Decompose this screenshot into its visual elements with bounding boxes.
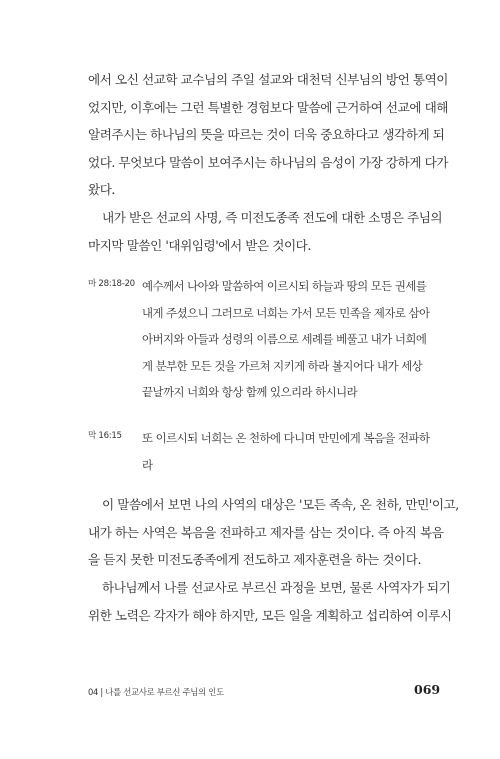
verse-line: 예수께서 나아와 말씀하여 이르시되 하늘과 땅의 모든 권세를 <box>142 279 427 293</box>
text-line: 위한 노력은 각자가 해야 하지만, 모든 일을 계획하고 섭리하여 이루시 <box>88 607 452 623</box>
verse-text <box>142 425 448 478</box>
verse-reference: 마 28:18-20 <box>88 279 135 289</box>
text-line: 내가 하는 사역은 복음을 전파하고 제자를 삼는 것이다. 즉 아직 복음 <box>88 524 444 540</box>
verse-line: 라 <box>142 457 153 472</box>
text-line: 었지만, 이후에는 그런 특별한 경험보다 말씀에 근거하여 선교에 대해 <box>88 99 449 115</box>
text-line: 었다. 무엇보다 말씀이 보여주시는 하나님의 음성이 가장 강하게 다가 <box>88 154 449 170</box>
text-line: 마지막 말씀인 '대위임령'에서 받은 것이다. <box>88 237 311 253</box>
running-footer-chapter: 04 | 나를 선교사로 부르신 주님의 인도 <box>88 687 224 697</box>
text-line: 알려주시는 하나님의 뜻을 따르는 것이 더욱 중요하다고 생각하게 되 <box>88 127 445 143</box>
text-line: 이 말씀에서 보면 나의 사역의 대상은 '모든 족속, 온 천하, 만민'이고, <box>102 497 459 512</box>
text-line: 에서 오신 선교학 교수님의 주일 설교와 대천덕 신부님의 방언 통역이 <box>88 72 449 87</box>
paragraph-calling <box>88 574 452 629</box>
page-number: 069 <box>414 682 441 697</box>
verse-line: 게 분부한 모든 것을 가르쳐 지키게 하라 볼지어다 내가 세상 <box>142 358 423 373</box>
text-line: 내가 받은 선교의 사명, 즉 미전도종족 전도에 대한 소명은 주님의 <box>102 210 443 225</box>
paragraph-mission <box>88 204 443 259</box>
verse-line: 끝날까지 너희와 항상 함께 있으리라 하시니라 <box>142 385 358 399</box>
text-line: 하나님께서 나를 선교사로 부르신 과정을 보면, 물론 사역자가 되기 <box>102 580 451 595</box>
paragraph-object <box>88 491 459 574</box>
text-line: 왔다. <box>88 182 115 198</box>
text-line: 을 듣지 못한 미전도종족에게 전도하고 제자훈련을 하는 것이다. <box>88 552 422 568</box>
paragraph-top <box>88 66 449 204</box>
verse-line: 아버지와 아들과 성령의 이름으로 세례를 베풀고 내가 너희에 <box>142 332 427 346</box>
verse-line: 또 이르시되 너희는 온 천하에 다니며 만민에게 복음을 전파하 <box>142 431 430 445</box>
verse-line: 내게 주셨으니 그러므로 너희는 가서 모든 민족을 제자로 삼아 <box>142 305 430 320</box>
verse-reference: 막 16:15 <box>88 431 122 441</box>
verse-text <box>142 273 448 406</box>
